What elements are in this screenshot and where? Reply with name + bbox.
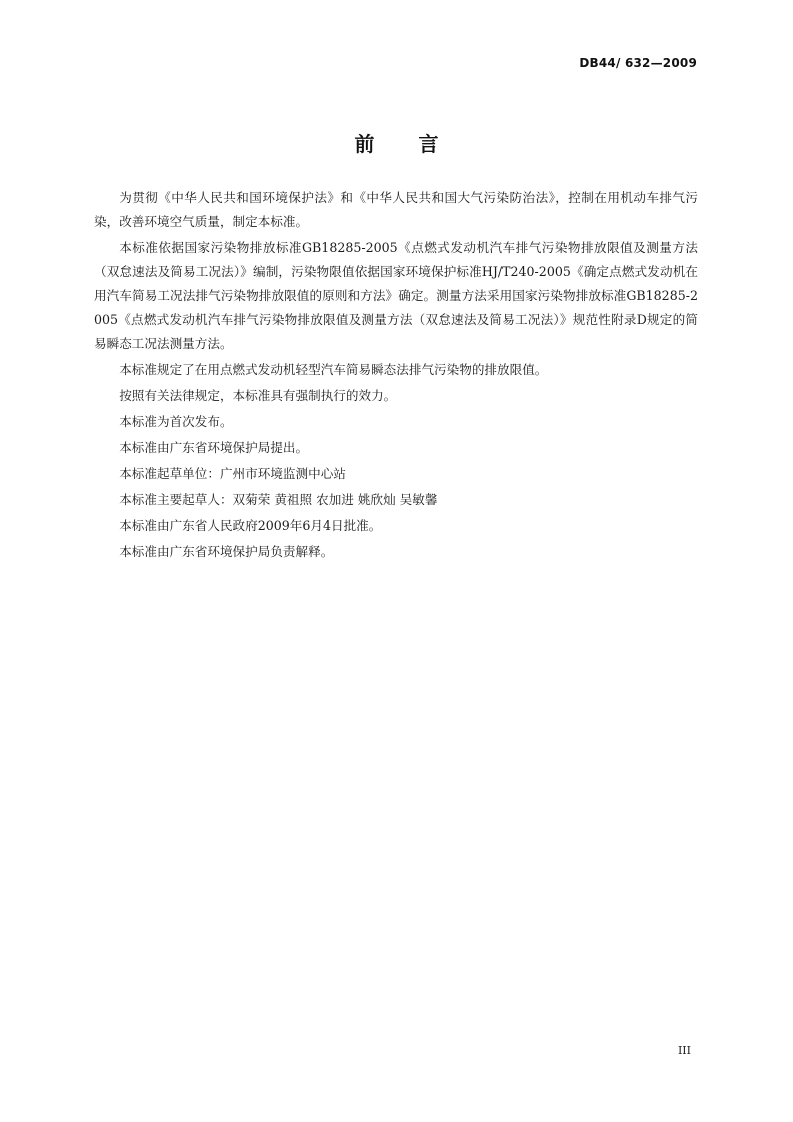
paragraph-drafting-unit: 本标准起草单位：广州市环境监测中心站 bbox=[119, 466, 346, 481]
paragraph-purpose: 为贯彻《中华人民共和国环境保护法》和《中华人民共和国大气污染防治法》，控制在用机动车排气污染，改善环境空气质量，制定本标准。 bbox=[94, 190, 698, 229]
paragraph-scope: 本标准规定了在用点燃式发动机轻型汽车简易瞬态法排气污染物的排放限值。 bbox=[119, 362, 548, 377]
foreword-body bbox=[94, 186, 698, 566]
page-title bbox=[0, 128, 793, 157]
paragraph-basis: 本标准依据国家污染物排放标准GB18285-2005《点燃式发动机汽车排气污染物排放限值及测量方法（双怠速法及简易工况法）》编制，污染物限值依据国家环境保护标准HJ/T240-2005《确定点燃式发动机在用汽车简易工况法排气污染物排放限值的原则和方法》确定。测量方法采用国家污染物排放标准GB18285-2005《点燃式发动机汽车排气污染物排放限值及测量方法（双怠速法及简易工况法）》规范性附录D规定的简易瞬态工况法测量方法。 bbox=[94, 240, 698, 351]
paragraph-approval: 本标准由广东省人民政府2009年6月4日批准。 bbox=[119, 518, 382, 533]
paragraph-drafters: 本标准主要起草人：双菊荣 黄祖照 农加进 姚欣灿 吴敏馨 bbox=[119, 492, 438, 507]
title-char-2: 言 bbox=[418, 132, 439, 156]
paragraph-first-release: 本标准为首次发布。 bbox=[119, 414, 233, 429]
paragraph-interpretation: 本标准由广东省环境保护局负责解释。 bbox=[119, 544, 334, 559]
paragraph-proposer: 本标准由广东省环境保护局提出。 bbox=[119, 440, 309, 455]
paragraph-enforcement: 按照有关法律规定，本标准具有强制执行的效力。 bbox=[119, 388, 397, 403]
page-number: III bbox=[677, 1044, 691, 1057]
title-char-1: 前 bbox=[354, 132, 375, 156]
document-id: DB44/ 632—2009 bbox=[579, 56, 697, 70]
